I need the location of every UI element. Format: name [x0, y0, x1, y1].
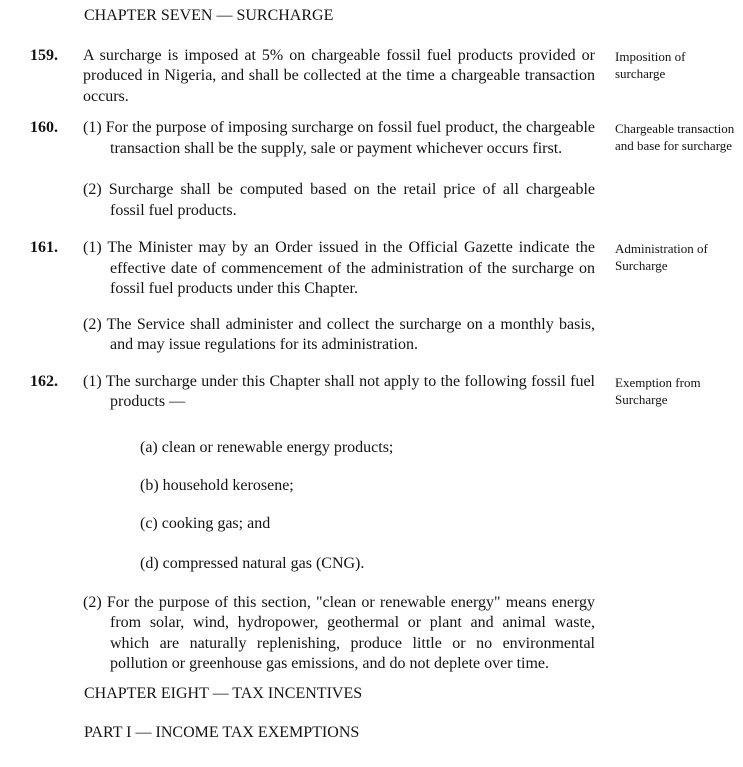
paragraph-label: (2) — [83, 315, 102, 333]
paragraph-label: (2) — [83, 181, 102, 198]
item-label: (c) — [140, 514, 158, 532]
paragraph-text: For the purpose of imposing surcharge on fossil fuel product, the chargeable transaction shall be the supply, sale or payment whichever occurs first. — [105, 119, 596, 157]
margin-note: Administration of Surcharge — [615, 241, 708, 273]
item-text: clean or renewable energy products; — [161, 438, 394, 456]
margin-note: Chargeable transaction and base for surcharge — [615, 121, 735, 153]
margin-note: Exemption from Surcharge — [615, 374, 701, 407]
item-text: cooking gas; and — [161, 514, 271, 532]
item-text: compressed natural gas (CNG). — [162, 555, 365, 572]
paragraph-text: The surcharge under this Chapter shall not apply to the following fossil fuel products — — [105, 372, 595, 410]
section-number: 161. — [30, 239, 58, 256]
section-160 — [0, 118, 743, 221]
subsection-paragraph — [83, 315, 595, 356]
paragraph-text: Surcharge shall be computed based on the retail price of all chargeable fossil fuel products. — [108, 181, 595, 219]
paragraph-text: The Minister may by an Order issued in the Official Gazette indicate the effective date of commencement of the administration of the surcharge on fossil fuel products under this Chapter. — [107, 239, 595, 297]
paragraph-label: (1) — [83, 372, 102, 390]
section-number: 162. — [30, 372, 58, 390]
section-paragraph: A surcharge is imposed at 5% on chargeable fossil fuel products provided or produced in Nigeria, and shall be collected at the time a chargeable transaction occurs. — [83, 46, 595, 105]
paragraph-text: The Service shall administer and collect the surcharge on a monthly basis, and may issue regulations for its administration. — [106, 315, 595, 353]
list-item — [83, 438, 595, 459]
item-label: (d) — [140, 555, 159, 572]
section-159 — [0, 46, 743, 108]
section-body — [83, 372, 595, 675]
subsection-paragraph — [83, 118, 595, 159]
section-161 — [0, 238, 743, 356]
section-body — [83, 46, 595, 108]
section-body — [83, 238, 595, 356]
subsection-paragraph — [83, 238, 595, 300]
item-label: (a) — [140, 438, 158, 456]
item-label: (b) — [140, 477, 159, 494]
part-one-heading: PART I — INCOME TAX EXEMPTIONS — [84, 724, 360, 741]
subsection-paragraph — [83, 372, 595, 413]
item-text: household kerosene; — [162, 477, 294, 494]
list-item — [83, 554, 595, 575]
paragraph-label: (1) — [83, 239, 102, 256]
paragraph-label: (2) — [83, 593, 102, 611]
section-body — [83, 118, 595, 221]
list-item — [83, 514, 595, 535]
paragraph-label: (1) — [83, 119, 102, 136]
margin-note: Imposition of surcharge — [615, 48, 686, 81]
paragraph-text: For the purpose of this section, "clean or renewable energy" means energy from solar, wind, hydropower, geothermal or plant and animal waste, which are naturally replenishing, produce little or no environmental pollution or greenhouse gas emissions, and do not deplete over time. — [106, 593, 596, 672]
section-162 — [0, 372, 743, 675]
section-number: 159. — [30, 46, 58, 64]
subsection-paragraph — [83, 180, 595, 221]
list-item — [83, 476, 595, 497]
chapter-seven-heading: CHAPTER SEVEN — SURCHARGE — [84, 7, 334, 24]
section-number: 160. — [30, 119, 58, 136]
subsection-paragraph — [83, 593, 595, 675]
chapter-eight-heading: CHAPTER EIGHT — TAX INCENTIVES — [84, 684, 363, 702]
